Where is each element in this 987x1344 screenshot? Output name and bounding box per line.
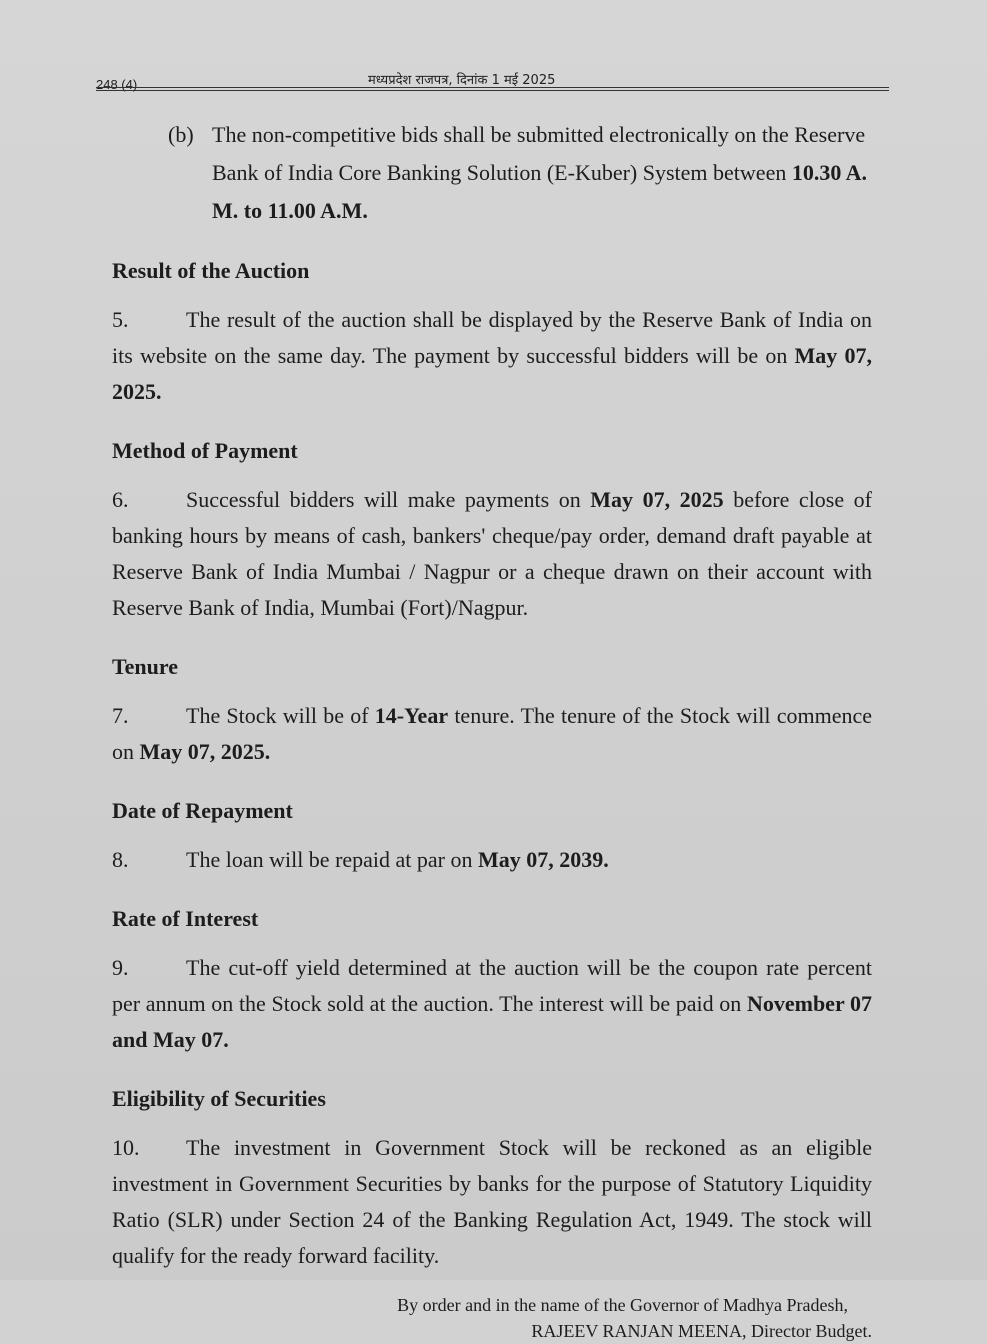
clause-b xyxy=(112,116,872,230)
paragraph-number: 8. xyxy=(112,847,129,872)
paragraph-text: Successful bidders will make payments on xyxy=(186,487,591,512)
signature-line-1: By order and in the name of the Governor of Madhya Pradesh, xyxy=(397,1295,848,1315)
page-header xyxy=(96,68,889,94)
paragraph-number: 7. xyxy=(112,703,129,728)
page-number: 248 (4) xyxy=(96,77,138,92)
payment-date: May 07, 2025. xyxy=(112,343,873,404)
paragraph-9 xyxy=(112,950,872,1058)
paragraph-8 xyxy=(112,842,872,878)
heading-result: Result of the Auction xyxy=(112,258,310,283)
paragraph-number: 9. xyxy=(112,955,129,980)
header-rule xyxy=(96,87,889,88)
paragraph-number: 6. xyxy=(112,487,129,512)
paragraph-text: The result of the auction shall be displayed by the Reserve Bank of India on its website on the same day. The payment by successful bidders will be on xyxy=(112,307,872,368)
paragraph-6 xyxy=(112,482,872,626)
payment-date: May 07, 2025 xyxy=(590,487,724,512)
header-rule-double xyxy=(96,90,889,91)
heading-tenure: Tenure xyxy=(112,654,179,679)
tenure-term: 14-Year xyxy=(374,703,449,728)
paragraph-5 xyxy=(112,302,872,410)
paragraph-text: The cut-off yield determined at the auction will be the coupon rate percent per annum on the Stock sold at the auction. The interest will be paid on xyxy=(112,955,872,1016)
heading-interest: Rate of Interest xyxy=(112,906,259,931)
heading-payment: Method of Payment xyxy=(112,438,298,463)
clause-b-time: 10.30 A. M. to 11.00 A.M. xyxy=(212,160,868,223)
signature-block xyxy=(112,1292,872,1344)
heading-repayment: Date of Repayment xyxy=(112,798,293,823)
paragraph-text: The Stock will be of xyxy=(186,703,375,728)
signature-line-2: RAJEEV RANJAN MEENA, Director Budget. xyxy=(531,1321,872,1341)
heading-eligibility: Eligibility of Securities xyxy=(112,1086,326,1111)
clause-b-text: The non-competitive bids shall be submitted electronically on the Reserve Bank of India Core Banking Solution (E-Kuber) System between xyxy=(212,122,866,185)
paragraph-10 xyxy=(112,1130,872,1274)
document-body xyxy=(112,116,872,1344)
paragraph-number: 5. xyxy=(112,307,129,332)
paragraph-text: The investment in Government Stock will be reckoned as an eligible investment in Government Securities by banks for the purpose of Statutory Liquidity Ratio (SLR) under Section 24 of the Banking Regulation Act, 1949. The stock will qualify for the ready forward facility. xyxy=(112,1135,872,1268)
clause-b-label: (b) xyxy=(168,122,194,147)
paragraph-number: 10. xyxy=(112,1135,140,1160)
paragraph-text-cont: before close of banking hours by means of cash, bankers' cheque/pay order, demand draft payable at Reserve Bank of India Mumbai / Nagpur or a cheque drawn on their account with Reserve Bank of India, Mumbai (Fort)/Nagpur. xyxy=(112,487,872,620)
repayment-date: May 07, 2039. xyxy=(478,847,609,872)
commence-date: May 07, 2025. xyxy=(139,739,271,764)
paragraph-text: The loan will be repaid at par on xyxy=(186,847,479,872)
interest-dates: November 07 and May 07. xyxy=(112,991,872,1052)
paragraph-7 xyxy=(112,698,872,770)
gazette-title: मध्यप्रदेश राजपत्र, दिनांक 1 मई 2025 xyxy=(368,73,556,88)
paragraph-text-cont: tenure. The tenure of the Stock will commence on xyxy=(112,703,872,764)
